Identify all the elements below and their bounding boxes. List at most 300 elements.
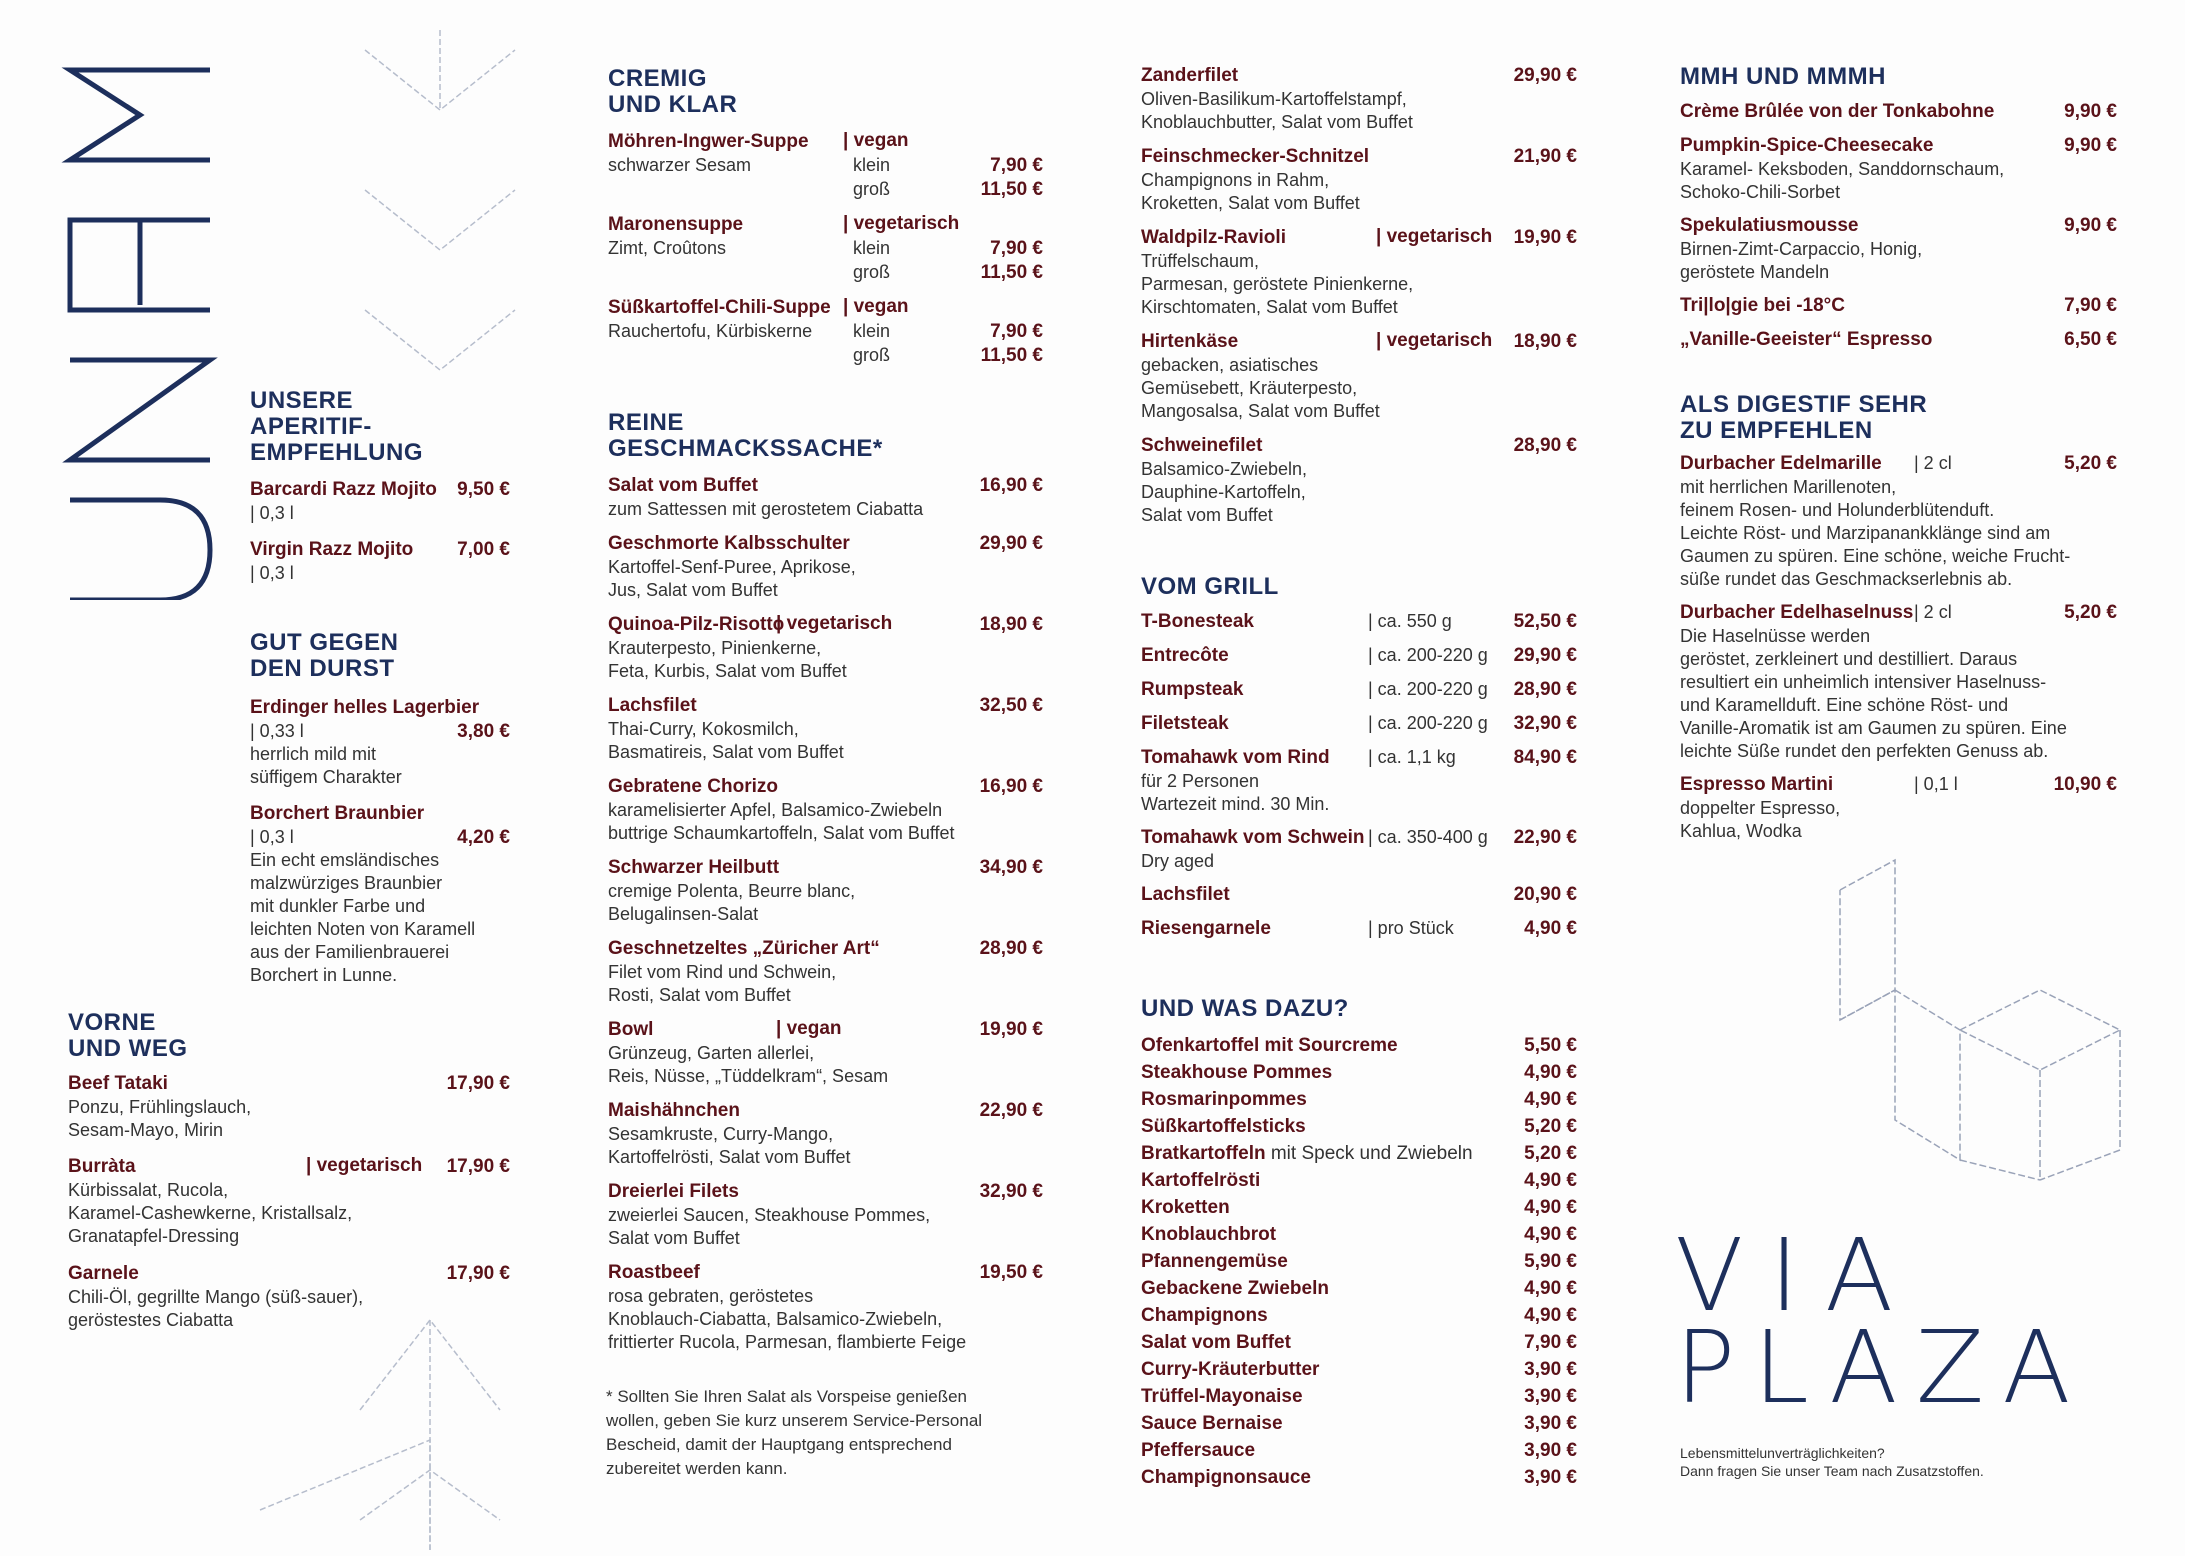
- item-name: Tomahawk vom Schwein: [1141, 827, 1365, 848]
- item-size: | ca. 200-220 g: [1368, 679, 1488, 699]
- item-desc: Salat vom Buffet: [1141, 505, 1273, 525]
- soup-item: [608, 130, 1043, 200]
- item-size: | ca. 200-220 g: [1368, 713, 1488, 733]
- size-label: klein: [853, 155, 891, 175]
- size-label: groß: [853, 262, 891, 282]
- item-desc: mit herrlichen Marillenoten,: [1680, 477, 1897, 497]
- main-dishes-list: [1141, 64, 1577, 538]
- item-price: 28,90 €: [1513, 435, 1577, 456]
- item-desc: Gaumen zu spüren. Eine schöne, weiche Frucht-: [1680, 546, 2071, 566]
- item-price: 84,90 €: [1513, 747, 1577, 768]
- item-name: Virgin Razz Mojito: [250, 539, 414, 560]
- item-name: Espresso Martini: [1680, 774, 1834, 795]
- grill-list: [1141, 610, 1577, 951]
- heading-line: MMH UND MMMH: [1680, 63, 1886, 90]
- item-desc: mit dunkler Farbe und: [250, 896, 426, 916]
- item-price: 18,90 €: [979, 614, 1043, 635]
- item-name: Beef Tataki: [68, 1073, 168, 1094]
- size-label: klein: [853, 238, 891, 258]
- item-price: 32,90 €: [979, 1181, 1043, 1202]
- soup-item: [608, 213, 1043, 283]
- item-desc: Leichte Röst- und Marzipanankklänge sind am: [1680, 523, 2051, 543]
- main-dish-item: [608, 1261, 1043, 1354]
- item-price: 7,90 €: [2064, 295, 2117, 316]
- item-price: 17,90 €: [446, 1156, 510, 1177]
- item-tag: | vegan: [776, 1018, 842, 1039]
- item-desc: Rauchertofu, Kürbiskerne: [608, 321, 813, 341]
- heading-line: GUT GEGEN: [250, 629, 399, 656]
- item-name: Filetsteak: [1141, 713, 1229, 734]
- footnote-line: zubereitet werden kann.: [606, 1459, 788, 1478]
- side-item: [1141, 1034, 1577, 1058]
- durst-heading: [250, 630, 399, 682]
- dessert-item: [1680, 214, 2117, 284]
- item-desc: cremige Polenta, Beurre blanc,: [608, 881, 856, 901]
- item-price: 7,00 €: [457, 539, 510, 560]
- side-item: [1141, 1466, 1577, 1490]
- item-price: 19,90 €: [1513, 227, 1577, 248]
- dessert-item: [1680, 134, 2117, 204]
- item-size: | ca. 200-220 g: [1368, 645, 1488, 665]
- item-desc: Champignons in Rahm,: [1141, 170, 1330, 190]
- item-size: | 0,33 l: [250, 721, 304, 741]
- item-price: 22,90 €: [979, 1100, 1043, 1121]
- item-name: Champignons: [1141, 1305, 1268, 1326]
- side-item: [1141, 1412, 1577, 1436]
- item-desc: Sesam-Mayo, Mirin: [68, 1120, 224, 1140]
- size-price: 11,50 €: [980, 262, 1043, 283]
- item-name: Geschnetzeltes „Züricher Art“: [608, 938, 880, 959]
- item-desc: Salat vom Buffet: [608, 1228, 740, 1248]
- item-desc: Vanille-Aromatik ist am Gaumen zu spüren. Eine: [1680, 718, 2067, 738]
- item-name: Borchert Braunbier: [250, 803, 425, 824]
- item-name: Rumpsteak: [1141, 679, 1244, 700]
- item-price: 3,90 €: [1524, 1440, 1577, 1461]
- heading-line: DEN DURST: [250, 655, 395, 682]
- item-desc: Kirschtomaten, Salat vom Buffet: [1141, 297, 1398, 317]
- item-price: 21,90 €: [1513, 146, 1577, 167]
- starter-item: [68, 1155, 510, 1248]
- item-name: Dreierlei Filets: [608, 1181, 739, 1202]
- allergy-note-line: Dann fragen Sie unser Team nach Zusatzstoffen.: [1680, 1463, 1984, 1479]
- item-name: Rosmarinpommes: [1141, 1089, 1307, 1110]
- item-size: | ca. 350-400 g: [1368, 827, 1488, 847]
- item-desc: leichten Noten von Karamell: [250, 919, 476, 939]
- item-desc: Sesamkruste, Curry-Mango,: [608, 1124, 834, 1144]
- item-desc: gebacken, asiatisches: [1141, 355, 1319, 375]
- main-dish-item: [1141, 330, 1577, 423]
- item-desc: Kartoffelrösti, Salat vom Buffet: [608, 1147, 851, 1167]
- item-price: 4,90 €: [1524, 1170, 1577, 1191]
- side-item: [1141, 1277, 1577, 1301]
- item-desc: Borchert in Lunne.: [250, 965, 398, 985]
- digestif-item: [1680, 601, 2117, 763]
- item-name: Spekulatiusmousse: [1680, 215, 1859, 236]
- logo-line-1: VIA: [1675, 1217, 1920, 1334]
- item-price: 5,90 €: [1524, 1251, 1577, 1272]
- side-item: [1141, 1169, 1577, 1193]
- item-name: Crème Brûlée von der Tonkabohne: [1680, 101, 1995, 122]
- item-name: Durbacher Edelhaselnuss: [1680, 602, 1914, 623]
- item-name: Barcardi Razz Mojito: [250, 479, 437, 500]
- item-name: Ofenkartoffel mit Sourcreme: [1141, 1035, 1398, 1056]
- main-dish-item: [608, 1180, 1043, 1250]
- item-price: 4,90 €: [1524, 1089, 1577, 1110]
- item-price: 17,90 €: [446, 1263, 510, 1284]
- size-price: 11,50 €: [980, 179, 1043, 200]
- digestif-list: [1680, 452, 2117, 853]
- item-price: 3,90 €: [1524, 1386, 1577, 1407]
- digestif-item: [1680, 773, 2117, 843]
- item-price: 28,90 €: [1513, 679, 1577, 700]
- item-price: 32,50 €: [979, 695, 1043, 716]
- item-name: Waldpilz-Ravioli: [1141, 227, 1286, 248]
- arrow-decoration-top: [355, 20, 525, 380]
- size-label: groß: [853, 345, 891, 365]
- item-name: Steakhouse Pommes: [1141, 1062, 1333, 1083]
- item-name: Süßkartoffel-Chili-Suppe: [608, 297, 831, 318]
- item-size: | 2 cl: [1914, 602, 1952, 622]
- item-price: 9,90 €: [2064, 101, 2117, 122]
- dessert-item: [1680, 100, 2117, 124]
- heading-line: EMPFEHLUNG: [250, 439, 423, 466]
- item-desc: geröstestes Ciabatta: [68, 1310, 234, 1330]
- item-price: 7,90 €: [1524, 1332, 1577, 1353]
- item-desc: Oliven-Basilikum-Kartoffelstampf,: [1141, 89, 1407, 109]
- item-desc: Krauterpesto, Pinienkerne,: [608, 638, 822, 658]
- grill-heading: [1141, 574, 1279, 600]
- item-name: Schwarzer Heilbutt: [608, 857, 780, 878]
- item-desc: und Karamellduft. Eine schöne Röst- und: [1680, 695, 2009, 715]
- item-name: Quinoa-Pilz-Risotto: [608, 614, 785, 635]
- item-desc: Filet vom Rind und Schwein,: [608, 962, 837, 982]
- main-dish-item: [1141, 226, 1577, 319]
- item-tag: | vegetarisch: [776, 613, 893, 634]
- item-name: Pfannengemüse: [1141, 1251, 1288, 1272]
- item-name: Möhren-Ingwer-Suppe: [608, 131, 809, 152]
- beer-item: [250, 802, 510, 987]
- side-item: [1141, 1385, 1577, 1409]
- item-price: 17,90 €: [446, 1073, 510, 1094]
- item-desc: feinem Rosen- und Holunderblütenduft.: [1680, 500, 1995, 520]
- heading-line: VORNE: [68, 1009, 156, 1036]
- arrow-decoration-bottom: [230, 1300, 530, 1550]
- item-name: Schweinefilet: [1141, 435, 1263, 456]
- item-name: Feinschmecker-Schnitzel: [1141, 146, 1370, 167]
- size-price: 7,90 €: [990, 321, 1043, 342]
- size-list: [853, 237, 1043, 285]
- grill-item: [1141, 712, 1577, 736]
- size-list: [853, 320, 1043, 368]
- item-desc: Kürbissalat, Rucola,: [68, 1180, 229, 1200]
- item-price: 4,90 €: [1524, 918, 1577, 939]
- item-desc: Grünzeug, Garten allerlei,: [608, 1043, 815, 1063]
- vorne-heading: [68, 1010, 188, 1062]
- dessert-item: [1680, 328, 2117, 352]
- size-label: klein: [853, 321, 891, 341]
- main-dish-item: [608, 1099, 1043, 1169]
- main-dish-item: [1141, 145, 1577, 215]
- item-name: Pumpkin-Spice-Cheesecake: [1680, 135, 1934, 156]
- grill-item: [1141, 917, 1577, 941]
- item-desc: geröstet, zerkleinert und destilliert. Daraus: [1680, 649, 2018, 669]
- heading-line: REINE: [608, 409, 684, 436]
- item-name: Knoblauchbrot: [1141, 1224, 1277, 1245]
- main-dish-item: [608, 1018, 1043, 1088]
- item-name: Durbacher Edelmarille: [1680, 453, 1882, 474]
- heading-line: ZU EMPFEHLEN: [1680, 417, 1873, 444]
- item-desc: Karamel- Keksboden, Sanddornschaum,: [1680, 159, 2005, 179]
- item-price: 19,50 €: [979, 1262, 1043, 1283]
- size-label: groß: [853, 179, 891, 199]
- item-name: Entrecôte: [1141, 645, 1229, 666]
- side-item: [1141, 1142, 1577, 1166]
- footnote-line: Bescheid, damit der Hauptgang entsprechend: [606, 1435, 952, 1454]
- item-name: Zanderfilet: [1141, 65, 1239, 86]
- allergy-note-line: Lebensmittelunverträglichkeiten?: [1680, 1445, 1885, 1461]
- item-desc: Zimt, Croûtons: [608, 238, 727, 258]
- item-price: 4,90 €: [1524, 1224, 1577, 1245]
- item-name: Curry-Kräuterbutter: [1141, 1359, 1320, 1380]
- item-desc: Reis, Nüsse, „Tüddelkram“, Sesam: [608, 1066, 889, 1086]
- diamond-decoration: [1820, 850, 2150, 1210]
- item-price: 5,20 €: [2064, 602, 2117, 623]
- item-price: 4,20 €: [457, 827, 510, 848]
- side-item: [1141, 1358, 1577, 1382]
- item-price: 16,90 €: [979, 776, 1043, 797]
- item-name: [1141, 1142, 1577, 1166]
- dessert-item: [1680, 294, 2117, 318]
- heading-line: UND WAS DAZU?: [1141, 995, 1349, 1022]
- side-item: [1141, 1196, 1577, 1220]
- side-item: [1141, 1061, 1577, 1085]
- item-tag: | vegetarisch: [1376, 226, 1493, 247]
- item-desc: Jus, Salat vom Buffet: [608, 580, 778, 600]
- item-desc: zweierlei Saucen, Steakhouse Pommes,: [608, 1205, 931, 1225]
- item-price: 18,90 €: [1513, 331, 1577, 352]
- footnote-line: * Sollten Sie Ihren Salat als Vorspeise genießen: [606, 1387, 968, 1406]
- side-item: [1141, 1223, 1577, 1247]
- footnote-line: wollen, geben Sie kurz unserem Service-Personal: [606, 1411, 983, 1430]
- cremig-heading: [608, 66, 737, 118]
- item-desc: Granatapfel-Dressing: [68, 1226, 240, 1246]
- via-plaza-logo: [1675, 1217, 2140, 1426]
- main-dish-item: [608, 532, 1043, 602]
- item-price: 5,20 €: [1524, 1116, 1577, 1137]
- item-size: | 0,3 l: [250, 563, 294, 583]
- item-desc: Dry aged: [1141, 851, 1215, 871]
- item-desc: karamelisierter Apfel, Balsamico-Zwiebeln: [608, 800, 943, 820]
- grill-item: [1141, 644, 1577, 668]
- item-tag: | vegan: [843, 130, 909, 151]
- item-name: Kartoffelrösti: [1141, 1170, 1261, 1191]
- item-desc: malzwürziges Braunbier: [250, 873, 443, 893]
- item-name: Roastbeef: [608, 1262, 700, 1283]
- heading-line: UND KLAR: [608, 91, 738, 118]
- item-desc: Feta, Kurbis, Salat vom Buffet: [608, 661, 847, 681]
- item-desc: Ein echt emsländisches: [250, 850, 440, 870]
- item-name: Süßkartoffelsticks: [1141, 1116, 1306, 1137]
- item-name: Gebackene Zwiebeln: [1141, 1278, 1329, 1299]
- item-price: 5,20 €: [1524, 1143, 1577, 1164]
- item-name: Garnele: [68, 1263, 139, 1284]
- side-item: [1141, 1250, 1577, 1274]
- item-size: | ca. 550 g: [1368, 611, 1452, 631]
- item-desc: doppelter Espresso,: [1680, 798, 1841, 818]
- item-price: 4,90 €: [1524, 1062, 1577, 1083]
- digestif-item: [1680, 452, 2117, 591]
- item-price: 3,80 €: [457, 721, 510, 742]
- item-price: 52,50 €: [1513, 611, 1577, 632]
- item-price: 6,50 €: [2064, 329, 2117, 350]
- item-name: Champignonsauce: [1141, 1467, 1311, 1488]
- side-item: [1141, 1331, 1577, 1355]
- starter-item: [68, 1262, 510, 1332]
- item-name: Salat vom Buffet: [1141, 1332, 1291, 1353]
- item-tag: | vegetarisch: [306, 1155, 423, 1176]
- size-price: 7,90 €: [990, 238, 1043, 259]
- side-item: [1141, 1088, 1577, 1112]
- item-price: 3,90 €: [1524, 1413, 1577, 1434]
- item-desc: Die Haselnüsse werden: [1680, 626, 1871, 646]
- item-name: T-Bonesteak: [1141, 611, 1254, 632]
- item-price: 34,90 €: [979, 857, 1043, 878]
- heading-line: VOM GRILL: [1141, 573, 1279, 600]
- reine-heading: [608, 410, 883, 462]
- reine-list: [608, 474, 1043, 1365]
- item-name: Trüffel-Mayonaise: [1141, 1386, 1303, 1407]
- logo-line-2: PLAZA: [1675, 1309, 2089, 1426]
- item-desc: aus der Familienbrauerei: [250, 942, 450, 962]
- item-price: 5,50 €: [1524, 1035, 1577, 1056]
- item-tag: | vegetarisch: [1376, 330, 1493, 351]
- dessert-list: [1680, 100, 2117, 362]
- soup-item: [608, 296, 1043, 366]
- grill-item: [1141, 883, 1577, 907]
- item-tag: | vegetarisch: [843, 213, 960, 234]
- main-dish-item: [1141, 434, 1577, 527]
- item-name: Lachsfilet: [608, 695, 697, 716]
- item-price: 29,90 €: [1513, 65, 1577, 86]
- side-item: [1141, 1115, 1577, 1139]
- item-name: Maronensuppe: [608, 214, 744, 235]
- item-desc: Basmatireis, Salat vom Buffet: [608, 742, 844, 762]
- item-size: | pro Stück: [1368, 918, 1454, 938]
- item-desc: zum Sattessen mit gerostetem Ciabatta: [608, 499, 924, 519]
- item-size: | 0,3 l: [250, 503, 294, 523]
- beer-item: [250, 696, 510, 789]
- item-name: Maishähnchen: [608, 1100, 740, 1121]
- side-item: [1141, 1304, 1577, 1328]
- grill-item: [1141, 826, 1577, 873]
- item-desc: geröstete Mandeln: [1680, 262, 1830, 282]
- main-dish-item: [608, 856, 1043, 926]
- item-desc: Chili-Öl, gegrillte Mango (süß-sauer),: [68, 1287, 364, 1307]
- main-dish-item: [608, 613, 1043, 683]
- item-desc: Parmesan, geröstete Pinienkerne,: [1141, 274, 1414, 294]
- item-desc: Kahlua, Wodka: [1680, 821, 1802, 841]
- item-price: 9,90 €: [2064, 215, 2117, 236]
- item-name: Hirtenkäse: [1141, 331, 1239, 352]
- item-name: Riesengarnele: [1141, 918, 1271, 939]
- aperitif-item: [250, 538, 510, 585]
- item-desc: Ponzu, Frühlingslauch,: [68, 1097, 252, 1117]
- item-size: | ca. 1,1 kg: [1368, 747, 1456, 767]
- size-price: 11,50 €: [980, 345, 1043, 366]
- item-desc: schwarzer Sesam: [608, 155, 752, 175]
- item-desc: für 2 Personen: [1141, 771, 1260, 791]
- main-dish-item: [608, 694, 1043, 764]
- side-item: [1141, 1439, 1577, 1463]
- item-desc: Knoblauchbutter, Salat vom Buffet: [1141, 112, 1413, 132]
- item-name-main: Bratkartoffeln: [1141, 1143, 1266, 1164]
- item-desc: Kartoffel-Senf-Puree, Aprikose,: [608, 557, 856, 577]
- item-size: | 0,3 l: [250, 827, 294, 847]
- item-desc: Gemüsebett, Kräuterpesto,: [1141, 378, 1358, 398]
- item-name: „Vanille-Geeister“ Espresso: [1680, 329, 1933, 350]
- salad-footnote: [606, 1385, 1046, 1481]
- item-price: 4,90 €: [1524, 1197, 1577, 1218]
- item-price: 3,90 €: [1524, 1467, 1577, 1488]
- main-dish-item: [608, 775, 1043, 845]
- allergy-note: [1680, 1444, 1984, 1480]
- item-desc: Kroketten, Salat vom Buffet: [1141, 193, 1360, 213]
- heading-line: CREMIG: [608, 65, 707, 92]
- menu-title-graphic: [40, 30, 230, 600]
- item-name: Tomahawk vom Rind: [1141, 747, 1330, 768]
- item-name: Geschmorte Kalbsschulter: [608, 533, 850, 554]
- item-desc: Karamel-Cashewkerne, Kristallsalz,: [68, 1203, 353, 1223]
- item-price: 9,50 €: [457, 479, 510, 500]
- item-name: Lachsfilet: [1141, 884, 1230, 905]
- item-name: Salat vom Buffet: [608, 475, 758, 496]
- heading-line: APERITIF-: [250, 413, 372, 440]
- item-name: Erdinger helles Lagerbier: [250, 697, 480, 718]
- item-desc: Trüffelschaum,: [1141, 251, 1260, 271]
- item-desc: Wartezeit mind. 30 Min.: [1141, 794, 1330, 814]
- item-desc: Birnen-Zimt-Carpaccio, Honig,: [1680, 239, 1923, 259]
- item-name: Gebratene Chorizo: [608, 776, 778, 797]
- main-dish-item: [608, 937, 1043, 1007]
- digestif-heading: [1680, 392, 1927, 444]
- item-name: Tri|lo|gie bei -18°C: [1680, 295, 1845, 316]
- item-name: Sauce Bernaise: [1141, 1413, 1283, 1434]
- item-price: 22,90 €: [1513, 827, 1577, 848]
- item-price: 16,90 €: [979, 475, 1043, 496]
- grill-item: [1141, 746, 1577, 816]
- item-desc: Thai-Curry, Kokosmilch,: [608, 719, 799, 739]
- item-desc: süße rundet das Geschmackserlebnis ab.: [1680, 569, 2013, 589]
- heading-line: UNSERE: [250, 387, 354, 414]
- item-desc: frittierter Rucola, Parmesan, flambierte Feige: [608, 1332, 967, 1352]
- item-desc: herrlich mild mit: [250, 744, 377, 764]
- item-desc: Knoblauch-Ciabatta, Balsamico-Zwiebeln,: [608, 1309, 943, 1329]
- item-price: 20,90 €: [1513, 884, 1577, 905]
- main-dish-item: [608, 474, 1043, 521]
- item-price: 3,90 €: [1524, 1359, 1577, 1380]
- item-price: 4,90 €: [1524, 1305, 1577, 1326]
- heading-line: GESCHMACKSSACHE*: [608, 435, 883, 462]
- size-price: 7,90 €: [990, 155, 1043, 176]
- item-desc: leichte Süße rundet den perfekten Genuss ab.: [1680, 741, 2049, 761]
- item-size: | 2 cl: [1914, 453, 1952, 473]
- item-price: 29,90 €: [979, 533, 1043, 554]
- item-desc: resultiert ein unheimlich intensiver Haselnuss-: [1680, 672, 2047, 692]
- item-desc: Mangosalsa, Salat vom Buffet: [1141, 401, 1380, 421]
- item-price: 32,90 €: [1513, 713, 1577, 734]
- item-tag: | vegan: [843, 296, 909, 317]
- item-price: 5,20 €: [2064, 453, 2117, 474]
